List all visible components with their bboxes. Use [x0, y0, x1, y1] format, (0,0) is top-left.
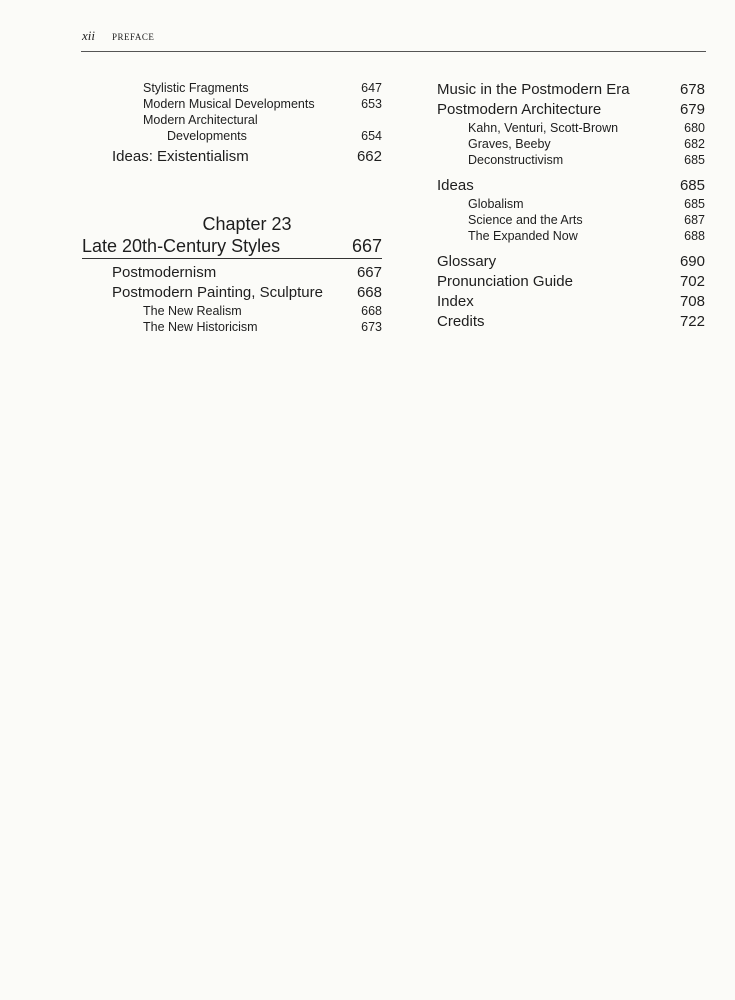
running-head: PREFACE [112, 32, 155, 42]
toc-entry-page: 673 [361, 320, 382, 334]
toc-entry[interactable] [82, 303, 382, 319]
toc-entry-page: 708 [679, 293, 705, 310]
toc-entry-page: 647 [361, 81, 382, 95]
chapter-title[interactable] [82, 235, 382, 259]
header-rule [81, 51, 706, 52]
toc-glossary[interactable] [437, 252, 705, 272]
toc-entry-page: 653 [361, 97, 382, 111]
toc-entry-title: Graves, Beeby [468, 137, 551, 151]
toc-entry-title: The Expanded Now [468, 229, 578, 243]
toc-entry-title: Globalism [468, 197, 524, 211]
toc-entry-title: The New Realism [143, 304, 242, 318]
toc-pronunciation-guide[interactable] [437, 272, 705, 292]
toc-entry-title: Developments [167, 129, 247, 143]
toc-index[interactable] [437, 292, 705, 312]
toc-entry-title: Stylistic Fragments [143, 81, 249, 95]
toc-entry-page: 680 [684, 121, 705, 135]
toc-entry[interactable] [437, 136, 705, 152]
toc-entry-title: The New Historicism [143, 320, 258, 334]
toc-entry-page: 688 [684, 229, 705, 243]
toc-entry[interactable] [437, 196, 705, 212]
toc-entry-page: 702 [679, 273, 705, 290]
toc-entry-page: 685 [679, 177, 705, 194]
toc-entry[interactable] [437, 228, 705, 244]
toc-entry-title: Postmodern Painting, Sculpture [112, 284, 323, 301]
toc-entry[interactable] [437, 120, 705, 136]
toc-entry-title: Postmodern Architecture [437, 101, 602, 118]
toc-entry-title: Glossary [437, 253, 497, 270]
toc-section-ideas[interactable] [437, 176, 705, 196]
toc-entry-page: 668 [361, 304, 382, 318]
toc-entry-title: Postmodernism [112, 264, 217, 281]
toc-entry[interactable] [82, 112, 382, 128]
toc-left-column [82, 80, 382, 335]
toc-entry[interactable] [82, 319, 382, 335]
toc-entry-page: 654 [361, 129, 382, 143]
toc-entry-page: 662 [356, 148, 382, 165]
page-number: xii [82, 28, 95, 43]
chapter-number: Chapter 23 [202, 214, 292, 234]
toc-entry-page: 722 [679, 313, 705, 330]
toc-entry-page: 687 [684, 213, 705, 227]
chapter-page: 667 [351, 236, 382, 256]
toc-section-ideas[interactable] [82, 147, 382, 167]
toc-credits[interactable] [437, 312, 705, 332]
toc-right-column [437, 80, 705, 332]
toc-section[interactable] [82, 263, 382, 283]
toc-entry-title: Index [437, 293, 474, 310]
toc-entry[interactable] [82, 96, 382, 112]
toc-entry[interactable] [437, 212, 705, 228]
toc-section[interactable] [437, 100, 705, 120]
toc-entry-page: 668 [356, 284, 382, 301]
toc-entry-title: Music in the Postmodern Era [437, 81, 630, 98]
toc-entry-page: 667 [356, 264, 382, 281]
toc-entry-title: Credits [437, 313, 485, 330]
toc-entry-page: 682 [684, 137, 705, 151]
toc-entry-title: Modern Architectural [143, 113, 258, 127]
chapter-title-text: Late 20th-Century Styles [82, 236, 281, 256]
toc-entry-title: Science and the Arts [468, 213, 583, 227]
page-header [82, 28, 154, 44]
toc-section[interactable] [82, 283, 382, 303]
toc-entry-title: Deconstructivism [468, 153, 564, 167]
toc-entry-title: Modern Musical Developments [143, 97, 315, 111]
toc-entry-title: Kahn, Venturi, Scott-Brown [468, 121, 619, 135]
toc-entry-page: 685 [684, 197, 705, 211]
toc-entry-title: Pronunciation Guide [437, 273, 573, 290]
toc-entry-page: 690 [679, 253, 705, 270]
toc-entry-title: Ideas [437, 177, 474, 194]
toc-entry-page: 679 [679, 101, 705, 118]
toc-entry-continuation[interactable] [82, 128, 382, 144]
toc-entry-page: 685 [684, 153, 705, 167]
toc-entry-page: 678 [679, 81, 705, 98]
toc-section[interactable] [437, 80, 705, 100]
toc-entry-title: Ideas: Existentialism [112, 148, 249, 165]
toc-entry[interactable] [437, 152, 705, 168]
toc-entry[interactable] [82, 80, 382, 96]
